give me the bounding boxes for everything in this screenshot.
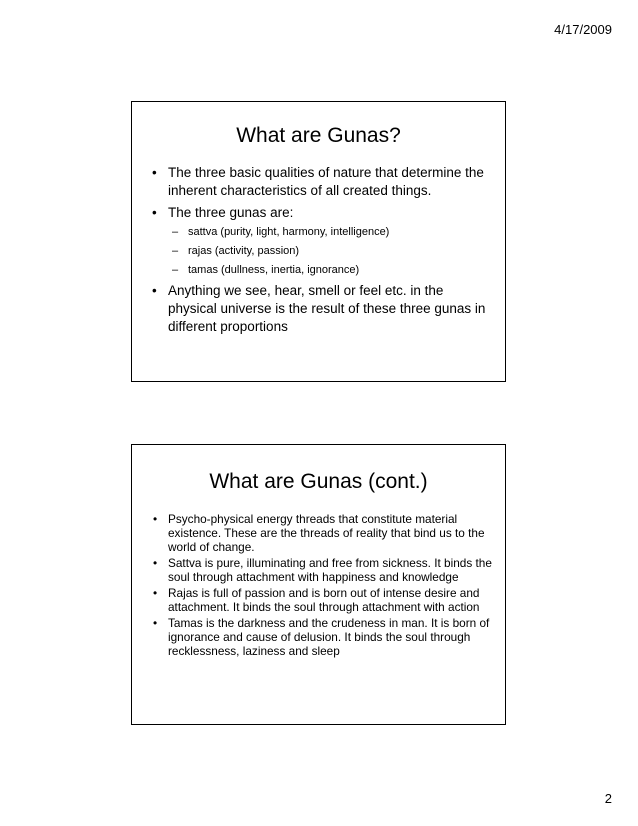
dash-marker: – <box>172 264 179 276</box>
sub-bullet-text: sattva (purity, light, harmony, intelligence) <box>188 226 390 238</box>
bullet-marker: • <box>153 616 158 630</box>
bullet-text: Tamas is the darkness and the crudeness in man. It is born of ignorance and cause of delusion. It binds the soul through recklessness, laziness and sleep <box>168 616 490 658</box>
bullet-text: The three basic qualities of nature that determine the inherent characteristics of all created things. <box>168 165 484 198</box>
dash-marker: – <box>172 245 179 257</box>
slide-title: What are Gunas? <box>236 124 401 147</box>
sub-bullet-list <box>168 225 491 278</box>
slide-what-are-gunas <box>131 101 506 382</box>
bullet-text: Anything we see, hear, smell or feel etc. in the physical universe is the result of these three gunas in different proportions <box>168 283 486 334</box>
bullet-item <box>132 512 505 554</box>
sub-bullet-item <box>168 263 491 278</box>
bullet-text: The three gunas are: <box>168 205 294 220</box>
bullet-item <box>132 164 505 200</box>
bullet-item <box>132 586 505 614</box>
page-date: 4/17/2009 <box>554 22 612 37</box>
bullet-marker: • <box>152 165 157 180</box>
bullet-list <box>132 164 505 336</box>
sub-bullet-item <box>168 244 491 259</box>
bullet-list <box>132 512 505 658</box>
bullet-text: Psycho-physical energy threads that constitute material existence. These are the threads of reality that bind us to the world of change. <box>168 512 485 554</box>
page-number: 2 <box>604 791 612 806</box>
sub-bullet-item <box>168 225 491 240</box>
dash-marker: – <box>172 226 179 238</box>
bullet-item <box>132 616 505 658</box>
bullet-marker: • <box>153 512 158 526</box>
bullet-marker: • <box>152 205 157 220</box>
slide-title: What are Gunas (cont.) <box>209 470 428 493</box>
bullet-text: Sattva is pure, illuminating and free from sickness. It binds the soul through attachment with happiness and knowledge <box>168 556 492 584</box>
sub-bullet-text: tamas (dullness, inertia, ignorance) <box>188 264 360 276</box>
bullet-item <box>132 556 505 584</box>
slide-what-are-gunas-cont <box>131 444 506 725</box>
bullet-marker: • <box>152 283 157 298</box>
bullet-item <box>132 282 505 336</box>
bullet-marker: • <box>153 586 158 600</box>
sub-bullet-text: rajas (activity, passion) <box>188 245 300 257</box>
bullet-marker: • <box>153 556 158 570</box>
bullet-text: Rajas is full of passion and is born out of intense desire and attachment. It binds the soul through attachment with action <box>168 586 480 614</box>
bullet-item <box>132 204 505 278</box>
